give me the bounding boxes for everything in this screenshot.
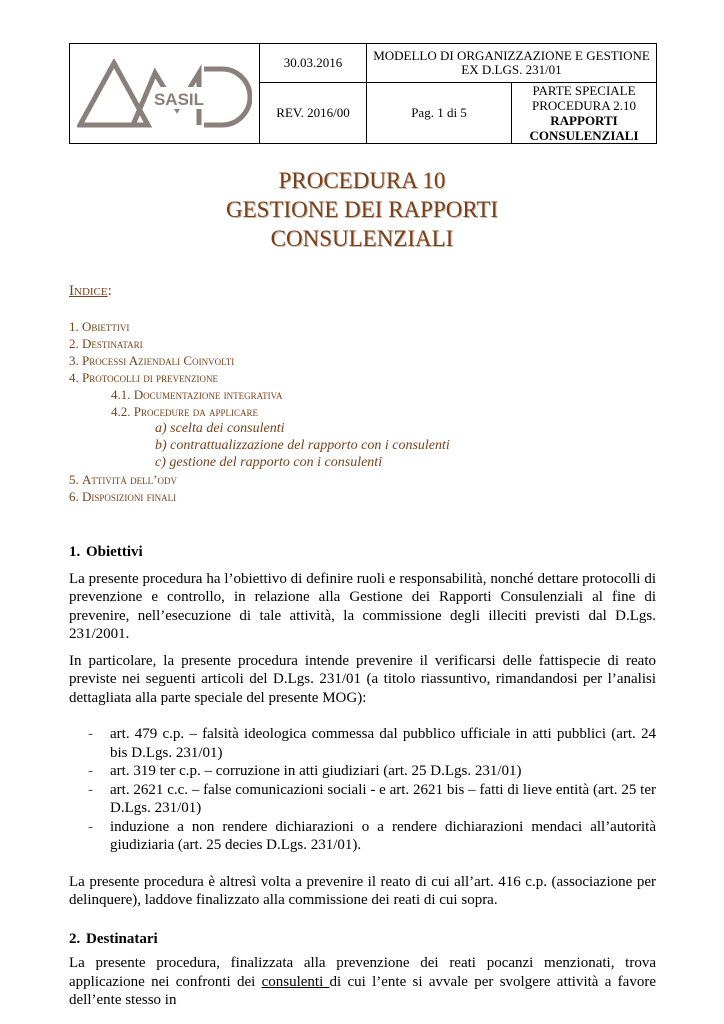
svg-text:SASIL: SASIL — [153, 89, 205, 109]
logo-cell — [70, 44, 260, 144]
section-1-paragraph-3: La presente procedura è altresì volta a prevenire il reato di cui all’art. 416 c.p. (associazione per delinquere), laddove finalizzato alla commissione dei reati di cui sopra. — [69, 873, 656, 908]
date-cell: 30.03.2016 — [260, 44, 367, 83]
procedure-label: PROCEDURA 2.10 — [531, 98, 637, 113]
toc-subitem[interactable]: 4.2. Procedure da applicare — [111, 404, 258, 419]
section-1-heading: 1. Obiettivi — [69, 544, 143, 560]
toc-item[interactable]: 5. Attività dell’odv — [69, 472, 177, 487]
toc-subitem[interactable]: 4.1. Documentazione integrativa — [111, 387, 283, 402]
list-item: - art. 2621 c.c. – false comunicazioni sociali - e art. 2621 bis – fatti di lieve entità (art. 25 ter D.Lgs. 231/01) — [88, 781, 656, 816]
toc-item[interactable]: 1. Obiettivi — [69, 319, 130, 334]
part-label: PARTE SPECIALE — [532, 83, 636, 98]
section-2-heading: 2. Destinatari — [69, 930, 158, 947]
procedure-name: RAPPORTI CONSULENZIALI — [529, 113, 639, 143]
toc-item[interactable]: 3. Processi Aziendali Coinvolti — [69, 353, 235, 368]
index-label: Indice — [69, 283, 108, 299]
toc-subsubitem[interactable]: c) gestione del rapporto con i consulenti — [155, 455, 383, 470]
section-1-paragraph-1: La presente procedura ha l’obiettivo di definire ruoli e responsabilità, nonché dettare protocolli di prevenzione e controllo, in relazione alla Gestione dei Rapporti Consulenziali al fine di prevenire, nell’esecuzione di tale attività, la commissione degli illeciti previsti dal D.Lgs. 231/2001. — [69, 570, 656, 642]
company-logo — [70, 54, 259, 134]
procedure-cell — [512, 83, 657, 144]
toc-item[interactable]: 4. Protocolli di prevenzione — [69, 370, 219, 385]
index-colon: : — [107, 283, 112, 299]
toc-subsubitem[interactable]: b) contrattualizzazione del rapporto con i consulenti — [155, 438, 450, 453]
list-item: - art. 319 ter c.p. – corruzione in atti giudiziari (art. 25 D.Lgs. 231/01) — [88, 763, 522, 779]
document-title — [0, 166, 724, 253]
title-line-2: GESTIONE DEI RAPPORTI — [225, 197, 499, 222]
toc-item[interactable]: 2. Destinatari — [69, 336, 143, 351]
toc-subsubitem[interactable]: a) scelta dei consulenti — [155, 421, 285, 436]
document-header — [69, 43, 657, 144]
table-of-contents — [69, 318, 669, 505]
document-body — [69, 543, 656, 1018]
page-cell: Pag. 1 di 5 — [367, 83, 512, 144]
list-item: - induzione a non rendere dichiarazioni o a rendere dichiarazioni mendaci all’autorità giudiziaria (art. 25 decies D.Lgs. 231/01). — [88, 818, 656, 853]
section-2-paragraph-1: La presente procedura, finalizzata alla prevenzione dei reati pocanzi menzionati, trova applicazione nei confronti dei consulenti di cui l’ente si avvale per svolgere attività a favore dell’ente stesso in — [69, 955, 656, 1008]
toc-item[interactable]: 6. Disposizioni finali — [69, 489, 177, 504]
list-item: - art. 479 c.p. – falsità ideologica commessa dal pubblico ufficiale in atti pubblici (art. 24 bis D.Lgs. 231/01) — [88, 726, 656, 761]
index-heading — [69, 283, 112, 300]
model-title-cell: MODELLO DI ORGANIZZAZIONE E GESTIONE EX D.LGS. 231/01 — [367, 44, 657, 83]
title-line-3: CONSULENZIALI — [270, 226, 454, 251]
section-1-paragraph-2: In particolare, la presente procedura intende prevenire il verificarsi delle fattispecie di reato previste nei seguenti articoli del D.Lgs. 231/01 (a titolo riassuntivo, rimandandosi per l’analisi dettagliata alla parte speciale del presente MOG): — [69, 652, 656, 706]
title-line-1: PROCEDURA 10 — [278, 168, 446, 193]
revision-cell: REV. 2016/00 — [260, 83, 367, 144]
logo-icon — [77, 59, 252, 129]
offense-list — [69, 725, 656, 855]
